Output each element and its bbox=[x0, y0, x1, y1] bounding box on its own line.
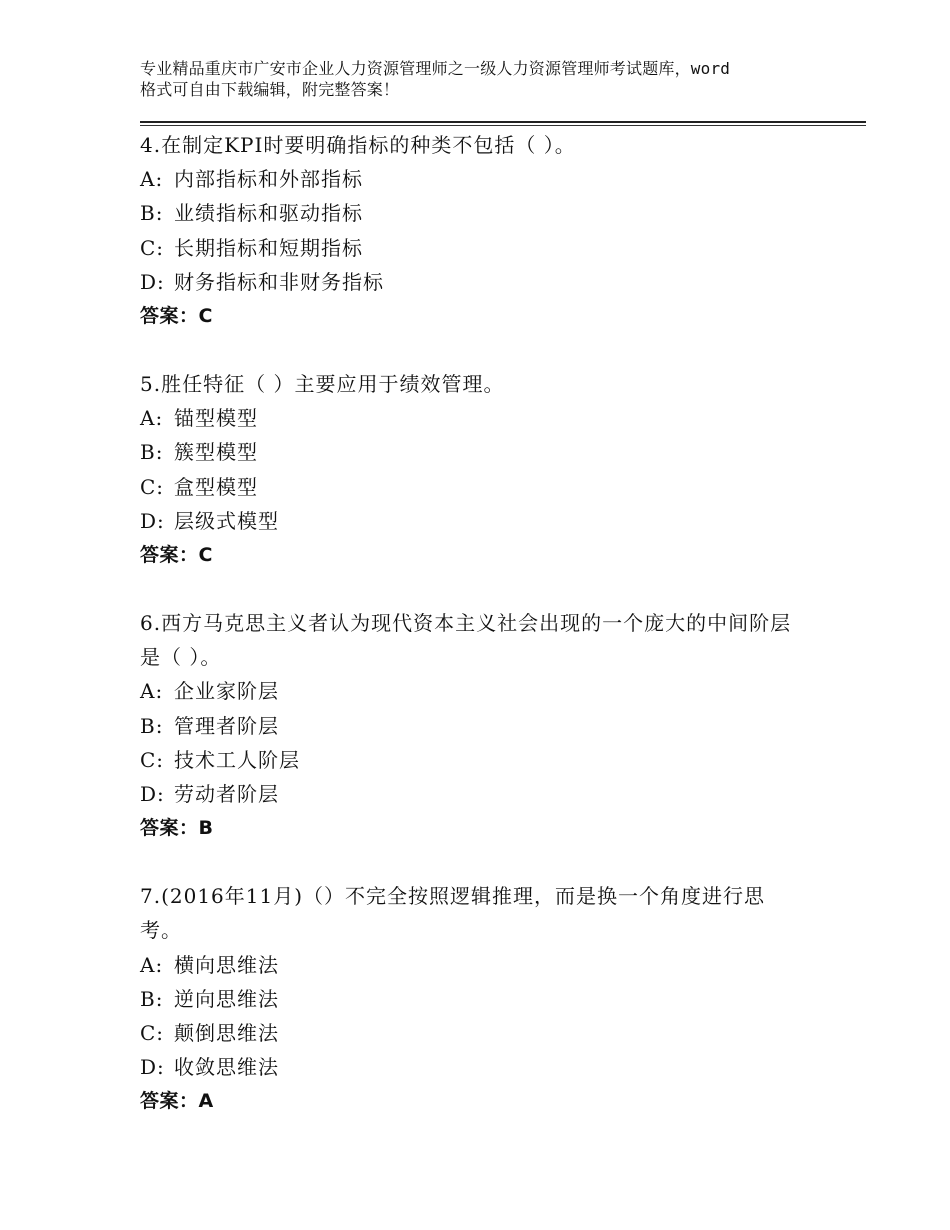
answer-label: 答案：B bbox=[140, 817, 214, 840]
header-line-2: 格式可自由下载编辑，附完整答案！ bbox=[140, 80, 400, 99]
option-key: A: bbox=[140, 952, 164, 977]
answer-label: 答案：A bbox=[140, 1090, 214, 1113]
document-header bbox=[140, 58, 840, 100]
option-text: 管理者阶层 bbox=[174, 713, 279, 738]
option-text: 内部指标和外部指标 bbox=[174, 167, 363, 192]
option-text: 簇型模型 bbox=[174, 440, 258, 465]
header-divider-thick bbox=[140, 121, 866, 123]
option-key: B: bbox=[140, 440, 164, 465]
option-d bbox=[140, 504, 800, 538]
option-b bbox=[140, 709, 800, 743]
option-text: 颠倒思维法 bbox=[174, 1021, 279, 1046]
option-key: A: bbox=[140, 406, 164, 431]
option-key: C: bbox=[140, 747, 165, 772]
option-text: 长期指标和短期指标 bbox=[174, 235, 363, 260]
option-b bbox=[140, 196, 800, 230]
option-text: 技术工人阶层 bbox=[174, 747, 300, 772]
option-c bbox=[140, 1016, 800, 1050]
option-key: B: bbox=[140, 713, 164, 738]
option-key: D: bbox=[140, 782, 165, 807]
question-7 bbox=[140, 879, 800, 1118]
option-a bbox=[140, 162, 800, 196]
header-line-1: 专业精品重庆市广安市企业人力资源管理师之一级人力资源管理师考试题库，word bbox=[140, 59, 731, 78]
option-b bbox=[140, 435, 800, 469]
option-text: 盒型模型 bbox=[174, 474, 258, 499]
option-b bbox=[140, 982, 800, 1016]
option-key: A: bbox=[140, 679, 164, 704]
question-4 bbox=[140, 128, 800, 333]
option-text: 业绩指标和驱动指标 bbox=[174, 201, 363, 226]
answer-label: 答案：C bbox=[140, 544, 213, 567]
option-key: D: bbox=[140, 269, 165, 294]
option-text: 层级式模型 bbox=[174, 508, 279, 533]
question-list bbox=[140, 128, 800, 1152]
option-text: 横向思维法 bbox=[174, 952, 279, 977]
option-text: 企业家阶层 bbox=[174, 679, 279, 704]
option-key: D: bbox=[140, 1055, 165, 1080]
option-c bbox=[140, 470, 800, 504]
option-a bbox=[140, 401, 800, 435]
option-c bbox=[140, 231, 800, 265]
option-d bbox=[140, 265, 800, 299]
option-d bbox=[140, 1050, 800, 1084]
option-key: A: bbox=[140, 167, 164, 192]
question-stem: 7.(2016年11月)（）不完全按照逻辑推理，而是换一个角度进行思考。 bbox=[140, 884, 766, 943]
option-key: D: bbox=[140, 508, 165, 533]
question-stem: 6.西方马克思主义者认为现代资本主义社会出现的一个庞大的中间阶层是（ ）。 bbox=[140, 611, 792, 670]
option-text: 劳动者阶层 bbox=[174, 782, 279, 807]
option-a bbox=[140, 948, 800, 982]
question-5 bbox=[140, 367, 800, 572]
option-text: 收敛思维法 bbox=[174, 1055, 279, 1080]
question-stem: 5.胜任特征（ ）主要应用于绩效管理。 bbox=[140, 372, 505, 397]
option-key: C: bbox=[140, 235, 165, 260]
option-d bbox=[140, 777, 800, 811]
option-key: C: bbox=[140, 1021, 165, 1046]
option-c bbox=[140, 743, 800, 777]
option-key: C: bbox=[140, 474, 165, 499]
header-divider-thin bbox=[140, 125, 866, 126]
option-a bbox=[140, 674, 800, 708]
option-text: 锚型模型 bbox=[174, 406, 258, 431]
option-key: B: bbox=[140, 986, 164, 1011]
answer-label: 答案：C bbox=[140, 305, 213, 328]
option-text: 逆向思维法 bbox=[174, 986, 279, 1011]
question-6 bbox=[140, 606, 800, 845]
question-stem: 4.在制定KPI时要明确指标的种类不包括（ ）。 bbox=[140, 133, 576, 157]
option-text: 财务指标和非财务指标 bbox=[174, 269, 384, 294]
option-key: B: bbox=[140, 201, 164, 226]
